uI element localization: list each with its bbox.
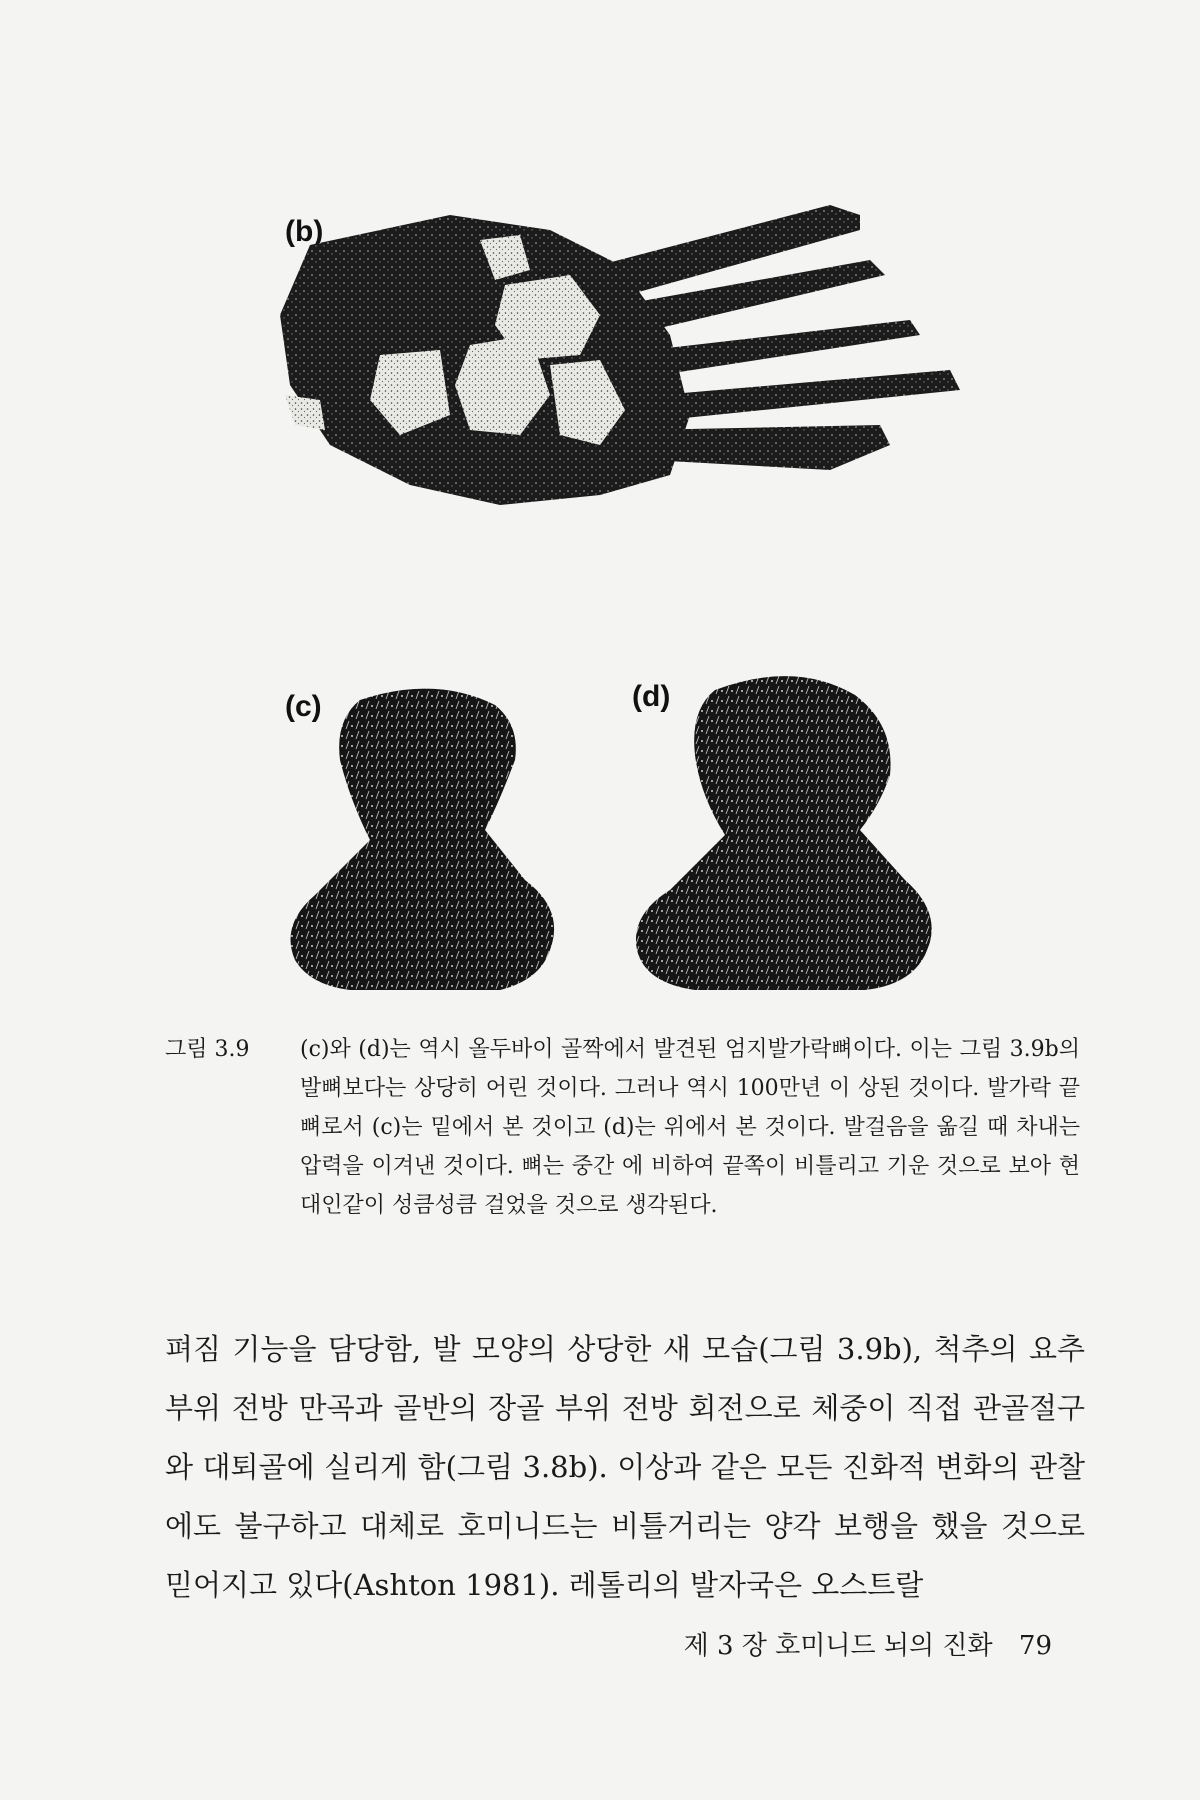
toe-bone-illustration-c: [275, 680, 605, 1000]
figure-label-b: (b): [285, 215, 324, 248]
caption-label: 그림 3.9: [165, 1037, 250, 1062]
chapter-title: 제 3 장 호미니드 뇌의 진화: [683, 1631, 993, 1661]
figure-label-d: (d): [632, 680, 671, 713]
body-paragraph: 펴짐 기능을 담당함, 발 모양의 상당한 새 모습(그림 3.9b), 척추의 요추 부위 전방 만곡과 골반의 장골 부위 전방 회전으로 체중이 직접 관골절구와 대퇴골에 실리게 함(그림 3.8b). 이상과 같은 모든 진화적 변화의 관찰에도 불구하고 대체로 호미니드는 비틀거리는 양각 보행을 했을 것으로 믿어지고 있다(Ashton 1981). 레톨리의 발자국은 오스트랄: [165, 1332, 1085, 1602]
page-number: 79: [1018, 1631, 1052, 1661]
foot-bones-illustration-b: [270, 185, 970, 555]
toe-bone-illustration-d: [625, 665, 965, 1000]
caption-text: (c)와 (d)는 역시 올두바이 골짝에서 발견된 엄지발가락뼈이다. 이는 그림 3.9b의 발뼈보다는 상당히 어린 것이다. 그러나 역시 100만년 이 상된 것이다. 발가락 끝뼈로서 (c)는 밑에서 본 것이고 (d)는 위에서 본 것이다. 발걸음을 옮길 때 차내는 압력을 이겨낸 것이다. 뼈는 중간 에 비하여 끝쪽이 비틀리고 기운 것으로 보아 현대인같이 성큼성큼 걸었을 것으로 생각된다.: [300, 1037, 1080, 1218]
figure-label-c: (c): [285, 690, 322, 723]
page-footer: [684, 1625, 1052, 1662]
